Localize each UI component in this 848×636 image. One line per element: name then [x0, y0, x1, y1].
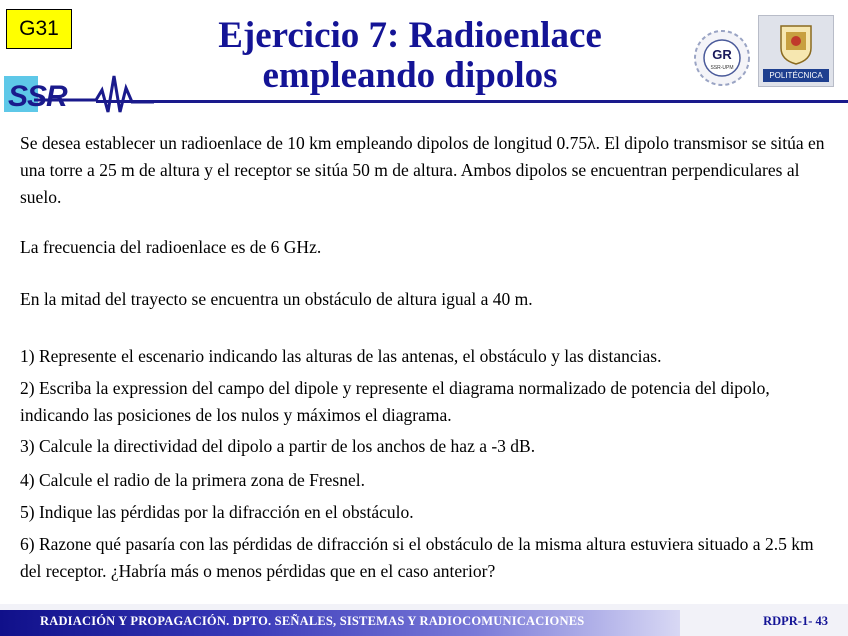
- frequency-paragraph: La frecuencia del radioenlace es de 6 GHz.: [20, 237, 322, 257]
- crest-icon: [777, 22, 815, 66]
- statement-paragraph: Se desea establecer un radioenlace de 10 km empleando dipolos de longitud 0.75λ. El dipolo transmisor se sitúa en una torre a 25 m de altura y el receptor se sitúa 50 m de altura. Ambos dipolos se encuentran perpendiculares al suelo.: [20, 133, 825, 207]
- title-line-2: empleando dipolos: [262, 55, 558, 96]
- obstacle-paragraph: En la mitad del trayecto se encuentra un obstáculo de altura igual a 40 m.: [20, 289, 533, 309]
- gr-logo-text: GR: [712, 47, 732, 62]
- upm-logo-label: POLITÉCNICA: [763, 69, 829, 82]
- footer-course: RADIACIÓN Y PROPAGACIÓN. DPTO. SEÑALES, SISTEMAS Y RADIOCOMUNICACIONES: [40, 614, 585, 628]
- ssr-logo-text: SSR: [8, 80, 67, 113]
- question-4: 4) Calcule el radio de la primera zona de Fresnel.: [20, 470, 365, 490]
- title-rule: [96, 100, 848, 103]
- slide-footer: [0, 604, 848, 636]
- question-5: 5) Indique las pérdidas por la difracción en el obstáculo.: [20, 502, 414, 522]
- upm-logo: [758, 15, 834, 87]
- slide-title: [160, 16, 660, 96]
- question-1: 1) Represente el escenario indicando las alturas de las antenas, el obstáculo y las distancias.: [20, 346, 662, 366]
- footer-page-number: RDPR-1- 43: [763, 614, 828, 628]
- slide-id-badge: G31: [6, 9, 72, 49]
- gr-group-logo: [692, 28, 752, 88]
- gr-logo-subtext: SSR-UPM: [710, 65, 734, 71]
- title-line-1: Ejercicio 7: Radioenlace: [218, 15, 602, 56]
- question-3: 3) Calcule la directividad del dipolo a partir de los anchos de haz a -3 dB.: [20, 436, 536, 456]
- question-2: 2) Escriba la expression del campo del dipole y represente el diagrama normalizado de potencia del dipolo, indicando las posiciones de los nulos y máximos el diagrama.: [20, 378, 770, 425]
- question-6: 6) Razone qué pasaría con las pérdidas de difracción si el obstáculo de la misma altura estuviera situado a 2.5 km del receptor. ¿Habría más o menos pérdidas que en el caso anterior?: [20, 534, 814, 581]
